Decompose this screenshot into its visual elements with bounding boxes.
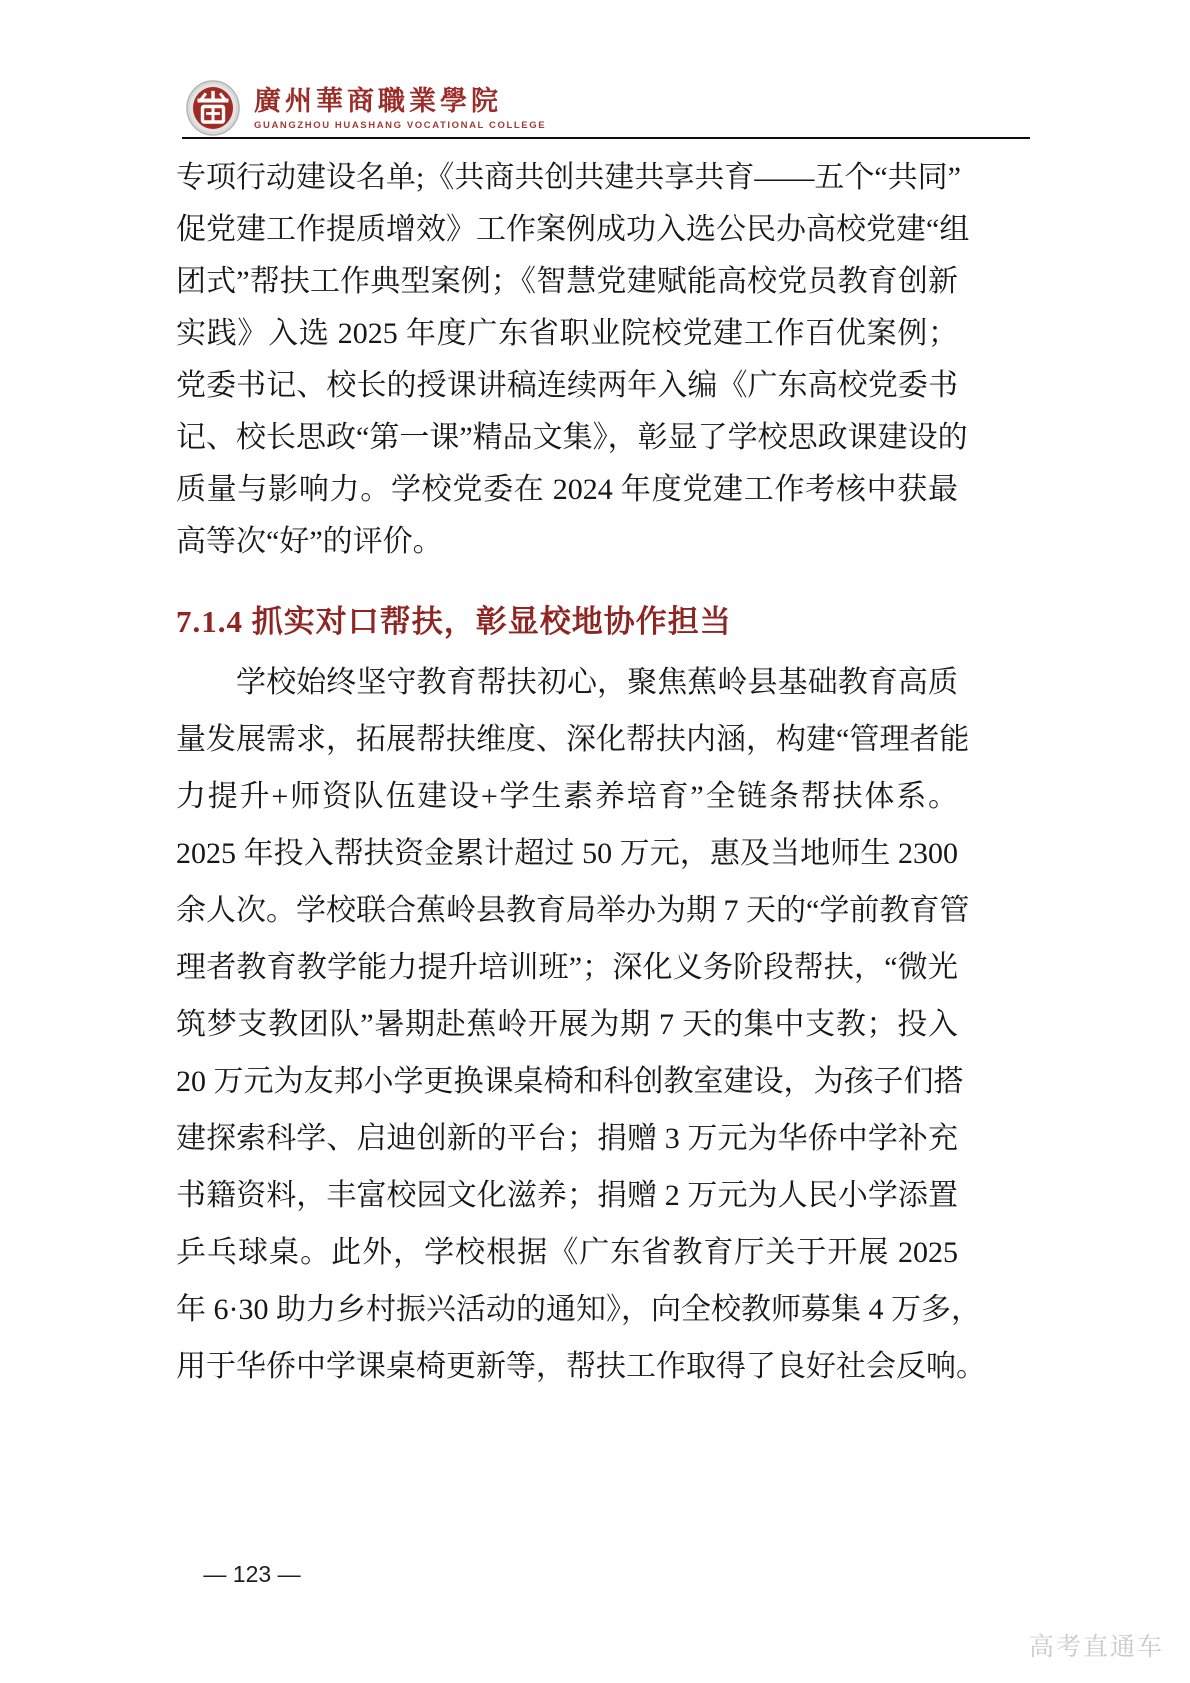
text-line: 余人次。学校联合蕉岭县教育局举办为期 7 天的“学前教育管	[176, 894, 970, 927]
college-logo	[186, 78, 546, 136]
text-line: 团式”帮扶工作典型案例；《智慧党建赋能高校党员教育创新	[176, 265, 958, 298]
text-line: 年 6·30 助力乡村振兴活动的通知》，向全校教师募集 4 万多，	[176, 1293, 981, 1326]
text-line: 20 万元为友邦小学更换课桌椅和科创教室建设，为孩子们搭	[176, 1065, 964, 1098]
text-line: 建探索科学、启迪创新的平台；捐赠 3 万元为华侨中学补充	[176, 1122, 958, 1155]
text-line: 党委书记、校长的授课讲稿连续两年入编《广东高校党委书	[176, 369, 958, 402]
text-line: 高等次“好”的评价。	[176, 525, 443, 558]
text-line: 促党建工作提质增效》工作案例成功入选公民办高校党建“组	[176, 213, 970, 246]
text-line: 书籍资料，丰富校园文化滋养；捐赠 2 万元为人民小学添置	[176, 1179, 958, 1212]
college-name-zh: 廣州華商職業學院	[254, 86, 502, 116]
text-line: 实践》入选 2025 年度广东省职业院校党建工作百优案例；	[176, 317, 958, 350]
text-line: 专项行动建设名单;《共商共创共建共享共育——五个“共同”	[176, 161, 961, 194]
text-line: 量发展需求，拓展帮扶维度、深化帮扶内涵，构建“管理者能	[176, 723, 970, 756]
page-number: — 123 —	[203, 1561, 301, 1587]
college-emblem-icon	[186, 80, 240, 136]
document-body	[176, 146, 986, 1395]
college-name-en: GUANGZHOU HUASHANG VOCATIONAL COLLEGE	[254, 120, 547, 131]
text-line: 理者教育教学能力提升培训班”；深化义务阶段帮扶，“微光	[176, 951, 958, 984]
paragraph-paired-assistance	[176, 654, 986, 1395]
text-line: 乒乓球桌。此外，学校根据《广东省教育厅关于开展 2025	[176, 1236, 958, 1269]
text-line: 质量与影响力。学校党委在 2024 年度党建工作考核中获最	[176, 473, 958, 506]
watermark-text: 高考直通车	[1028, 1633, 1164, 1661]
text-line: 2025 年投入帮扶资金累计超过 50 万元，惠及当地师生 2300	[176, 837, 958, 870]
text-line: 学校始终坚守教育帮扶初心，聚焦蕉岭县基础教育高质	[236, 666, 958, 699]
section-heading-7-1-4: 7.1.4 抓实对口帮扶，彰显校地协作担当	[176, 604, 732, 639]
text-line: 用于华侨中学课桌椅更新等，帮扶工作取得了良好社会反响。	[176, 1350, 986, 1383]
college-name-block	[254, 78, 546, 131]
header-divider	[182, 137, 1030, 139]
text-line: 记、校长思政“第一课”精品文集》，彰显了学校思政课建设的	[176, 421, 968, 454]
paragraph-party-building	[176, 146, 970, 568]
text-line: 筑梦支教团队”暑期赴蕉岭开展为期 7 天的集中支教；投入	[176, 1008, 958, 1041]
text-line: 力提升+师资队伍建设+学生素养培育”全链条帮扶体系。	[176, 780, 958, 813]
